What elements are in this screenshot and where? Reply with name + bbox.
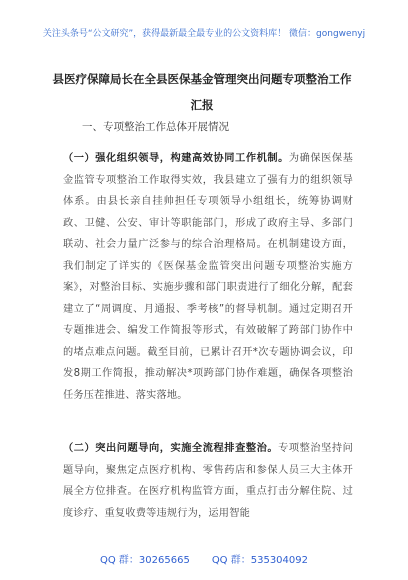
paragraph-2 [63, 438, 353, 524]
footer-qq-group-1: QQ 群：30265665 [99, 555, 190, 566]
paragraph-2-lead: （二）突出问题导向，实施全流程排查整治。 [63, 443, 279, 454]
paragraph-1-lead: （一）强化组织领导，构建高效协同工作机制。 [63, 153, 289, 164]
document-title: 县医疗保障局长在全县医保基金管理突出问题专项整治工作汇报 [52, 72, 352, 112]
header-promo-note: 关注头条号“公文研究”，获得最新最全最专业的公文资料库！ 微信：gongwenyj [42, 29, 366, 39]
paragraph-1 [63, 148, 353, 406]
footer-qq-groups [0, 551, 408, 566]
paragraph-2-body: 专项整治坚持问题导向，聚焦定点医疗机构、零售药店和参保人员三大主体开展全方位排查。在医疗机构监管方面，重点打击分解住院、过度诊疗、重复收费等违规行为，运用智能 [63, 443, 354, 519]
paragraph-1-body: 为确保医保基金监管专项整治工作取得实效，我县建立了强有力的组织领导体系。由县长亲自挂帅担任专项领导小组组长，统筹协调财政、卫健、公安、审计等职能部门，形成了政府主导、多部门联动、社会力量广泛参与的综合治理格局。在机制建设方面，我们制定了详实的《医保基金监管突出问题专项整治实施方案》，对整治目标、实施步骤和部门职责进行了细化分解，配套建立了“周调度、月通报、季考核”的督导机制。通过定期召开专题推进会、编发工作简报等形式，有效破解了跨部门协作中的堵点难点问题。截至目前，已累计召开*次专题协调会议，印发8期工作简报，推动解决*项跨部门协作难题，确保各项整治任务压茬推进、落实落地。 [63, 153, 354, 401]
section-heading: 一、专项整治工作总体开展情况 [82, 121, 229, 133]
footer-qq-group-2: QQ 群：535304092 [211, 555, 308, 566]
